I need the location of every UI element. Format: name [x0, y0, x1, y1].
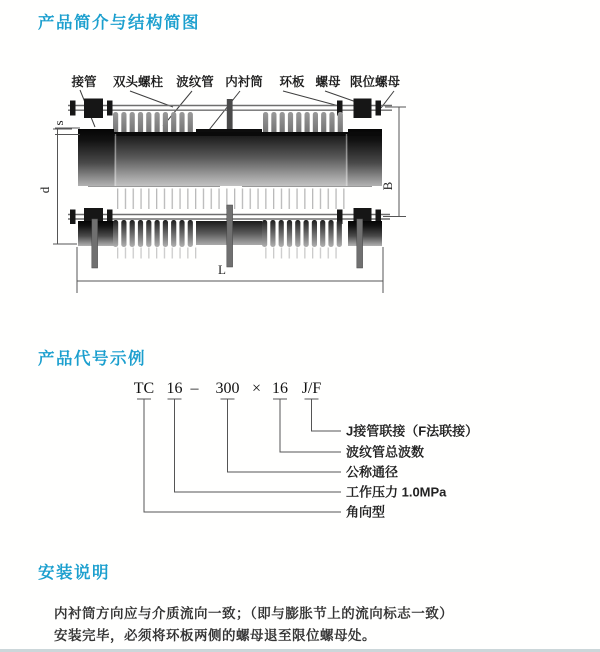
code-segments — [134, 380, 322, 397]
label-bellows: 波纹管 — [176, 75, 214, 89]
dimension-s — [51, 120, 80, 134]
code-connectors — [137, 399, 341, 512]
label-inner-liner: 内衬筒 — [225, 75, 263, 89]
dim-L: L — [218, 262, 226, 277]
dim-s: s — [51, 120, 66, 126]
pipe-end-right — [348, 129, 382, 186]
code-seg-connect: J/F — [301, 380, 322, 397]
dim-B: B — [380, 181, 395, 191]
part-label-row — [70, 74, 400, 89]
callout-type: 角向型 — [346, 504, 386, 520]
product-code-diagram — [0, 375, 520, 525]
code-seg-pressure: 16 — [166, 380, 183, 397]
label-nut: 螺母 — [315, 75, 341, 89]
callout-diameter: 公称通径 — [346, 464, 399, 480]
section-title-intro: 产品简介与结构简图 — [38, 14, 200, 32]
callout-pressure: 工作压力 1.0MPa — [346, 484, 447, 500]
dimension-d — [37, 129, 77, 244]
section-title-code: 产品代号示例 — [38, 350, 146, 368]
code-seg-dash: – — [190, 380, 199, 397]
callout-waves: 波纹管总波数 — [346, 444, 425, 460]
code-seg-times: × — [251, 380, 262, 397]
code-seg-waves: 16 — [272, 380, 288, 397]
install-instruction-1: 内衬筒方向应与介质流向一致；（即与膨胀节上的流向标志一致） — [54, 606, 454, 621]
callout-connection: J接管联接（F法联接） — [346, 423, 479, 439]
pipe-end-left — [78, 129, 114, 186]
label-limit-nut: 限位螺母 — [349, 75, 401, 89]
label-connection-pipe: 接管 — [71, 75, 97, 89]
code-callouts — [346, 424, 478, 520]
code-seg-type: TC — [133, 380, 155, 397]
pipe-end-right-lower — [348, 221, 382, 246]
upper-body — [78, 129, 382, 187]
dim-d: d — [37, 186, 52, 194]
section-title-install: 安装说明 — [38, 564, 110, 582]
code-seg-diameter: 300 — [215, 380, 240, 397]
structure-diagram — [0, 66, 460, 300]
label-ring-plate: 环板 — [279, 75, 305, 89]
label-double-stud: 双头螺柱 — [112, 75, 164, 89]
install-instruction-2: 安装完毕，必须将环板两侧的螺母退至限位螺母处。 — [54, 628, 376, 643]
dimension-B — [380, 107, 406, 217]
